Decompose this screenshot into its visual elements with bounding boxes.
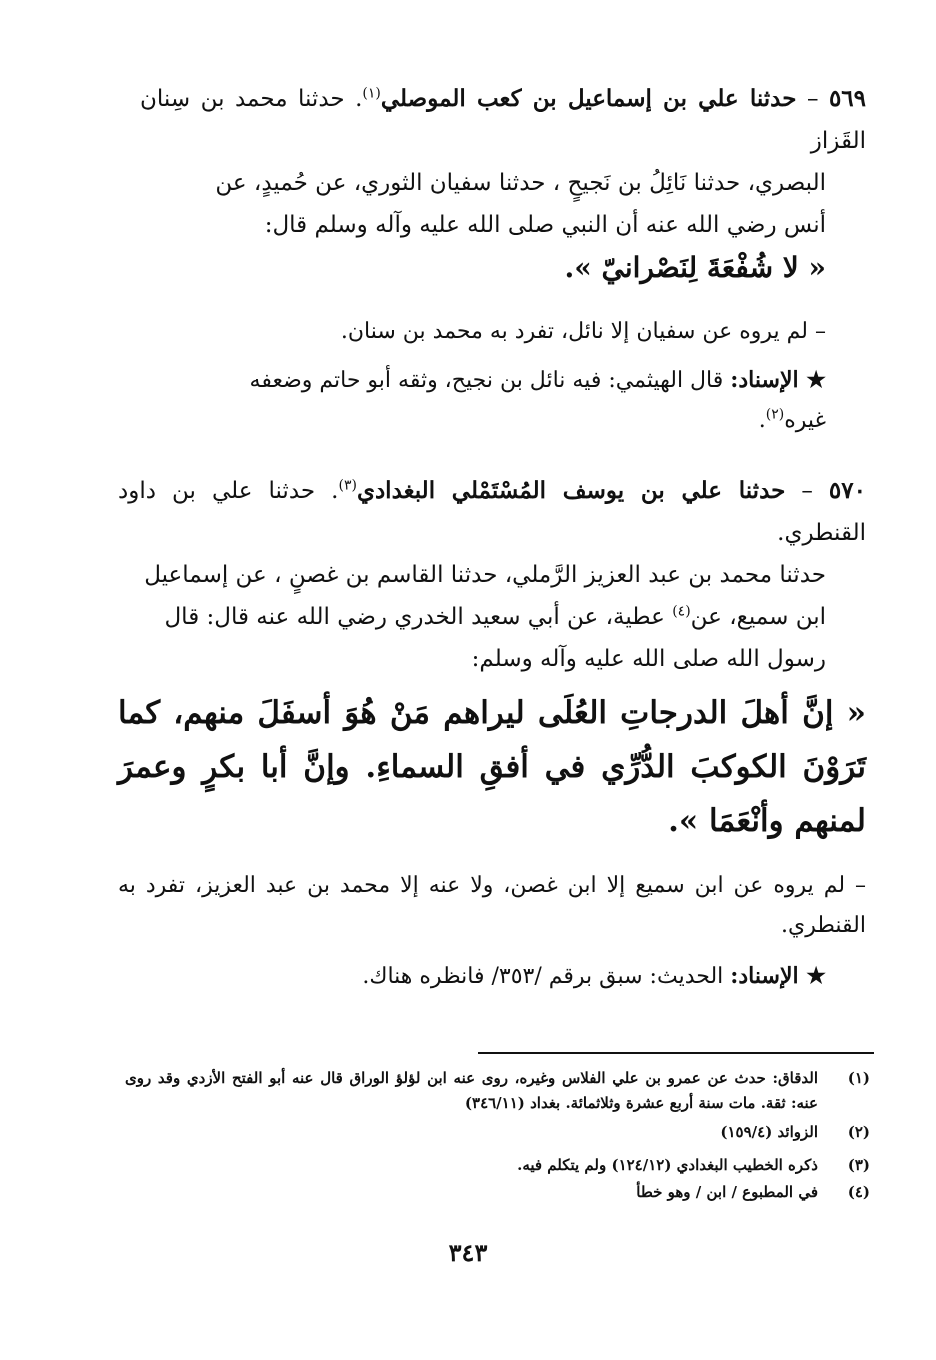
footnote-number: (٢) xyxy=(847,1123,870,1141)
footnote-text: في المطبوع / ابن / وهو خطأ xyxy=(636,1183,818,1201)
footnote-item xyxy=(125,1066,870,1116)
isnad-text: قال الهيثمي: فيه نائل بن نجيح، وثقه أبو حاتم وضعفه xyxy=(249,368,724,393)
chain-fragment: ابن سميع، عن xyxy=(690,604,826,630)
hadith-number: ٥٧٠ xyxy=(828,477,866,504)
hadith-remark: – لم يروه عن سفيان إلا نائل، تفرد به محمد بن سنان. xyxy=(340,319,826,344)
isnad-label: ★ الإسناد: xyxy=(730,367,826,393)
hadith-text: « لا شُفْعَةَ لِنَصْرانيّ ». xyxy=(564,251,826,284)
page-number: ٣٤٣ xyxy=(448,1238,488,1267)
chain-line: أنس رضي الله عنه أن النبي صلى الله عليه وآله وسلم قال: xyxy=(264,212,826,238)
footnote-item xyxy=(125,1180,870,1205)
hadith-569 xyxy=(140,78,866,441)
chain-head: حدثنا علي بن يوسف المُسْتَمْلي البغدادي xyxy=(356,477,786,504)
isnad-end: . xyxy=(758,408,766,433)
footnote-number: (٤) xyxy=(847,1183,870,1201)
footnote-ref: (١) xyxy=(362,85,381,102)
chain-line: حدثنا محمد بن عبد العزيز الرَّملي، حدثنا القاسم بن غصنٍ ، عن إسماعيل xyxy=(144,562,826,588)
chain-line xyxy=(118,596,866,638)
isnad-label: ★ الإسناد: xyxy=(730,963,826,989)
chain-line: رسول الله صلى الله عليه وآله وسلم: xyxy=(471,646,826,672)
hadith-570-chain: ٥٧٠ – حدثنا علي بن يوسف المُسْتَمْلي البغدادي$^{(٣)}$. حدثنا علي بن داود القنطري. xyxy=(118,477,866,546)
footnote-text: الدقاق: حدث عن عمرو بن علي الفلاس وغيره، روى عنه ابن لؤلؤ الوراق قال عنه أبو الفتح الأزدي وقد روى عنه: ثقة. مات سنة أربع عشرة وثلاثمائة. بغداد (٣٤٦/١١) xyxy=(125,1069,818,1112)
hadith-number: ٥٦٩ xyxy=(828,85,866,112)
chain-fragment: عطية، عن أبي سعيد الخدري رضي الله عنه قال: قال xyxy=(164,604,665,630)
footnote-ref: (٤) xyxy=(672,603,691,620)
footnote-ref: (٢) xyxy=(765,406,785,423)
footnote-item xyxy=(125,1153,870,1178)
isnad-text-continued: غيره xyxy=(784,408,826,433)
hadith-remark: – لم يروه عن ابن سميع إلا ابن غصن، ولا عنه إلا محمد بن عبد العزيز، تفرد به القنطري. xyxy=(118,873,866,938)
hadith-570 xyxy=(118,470,866,997)
footnote-item xyxy=(125,1120,870,1145)
footnote-text: ذكره الخطيب البغدادي (١٢٤/١٢) ولم يتكلم فيه. xyxy=(517,1156,818,1174)
footnote-text: الزوائد (١٥٩/٤) xyxy=(720,1123,818,1141)
isnad-note xyxy=(118,956,866,997)
chain-rest: . حدثنا محمد بن سِنان القَزاز xyxy=(140,86,866,154)
footnotes xyxy=(125,1066,870,1205)
footnote-ref: (٣) xyxy=(338,477,357,494)
isnad-text: الحديث: سبق برقم /٣٥٣/ فانظره هناك. xyxy=(362,964,724,989)
chain-line: البصري، حدثنا نَائِلُ بن نَجيحٍ ، حدثنا سفيان الثوري، عن حُميدٍ، عن xyxy=(215,170,826,196)
chain-head: حدثنا علي بن إسماعيل بن كعب الموصلي xyxy=(380,85,797,112)
footnote-number: (١) xyxy=(847,1069,870,1087)
hadith-text: « إنَّ أهلَ الدرجاتِ العُلَى ليراهم مَنْ هُوَ أسفَلَ منهم، كما تَرَوْنَ الكوكبَ الدُّرِّي في أفقِ السماءِ. وإنَّ أبا بكرٍ وعمرَ لمنهم وأنْعَمَا ». xyxy=(118,695,866,839)
footnote-number: (٣) xyxy=(847,1156,870,1174)
chain-rest: . حدثنا علي بن داود القنطري. xyxy=(118,478,866,546)
hadith-569-chain: ٥٦٩ – حدثنا علي بن إسماعيل بن كعب الموصلي$^{(١)}$. حدثنا محمد بن سِنان القَزاز xyxy=(140,85,866,154)
footnote-separator xyxy=(478,1052,874,1054)
isnad-note xyxy=(140,360,866,441)
